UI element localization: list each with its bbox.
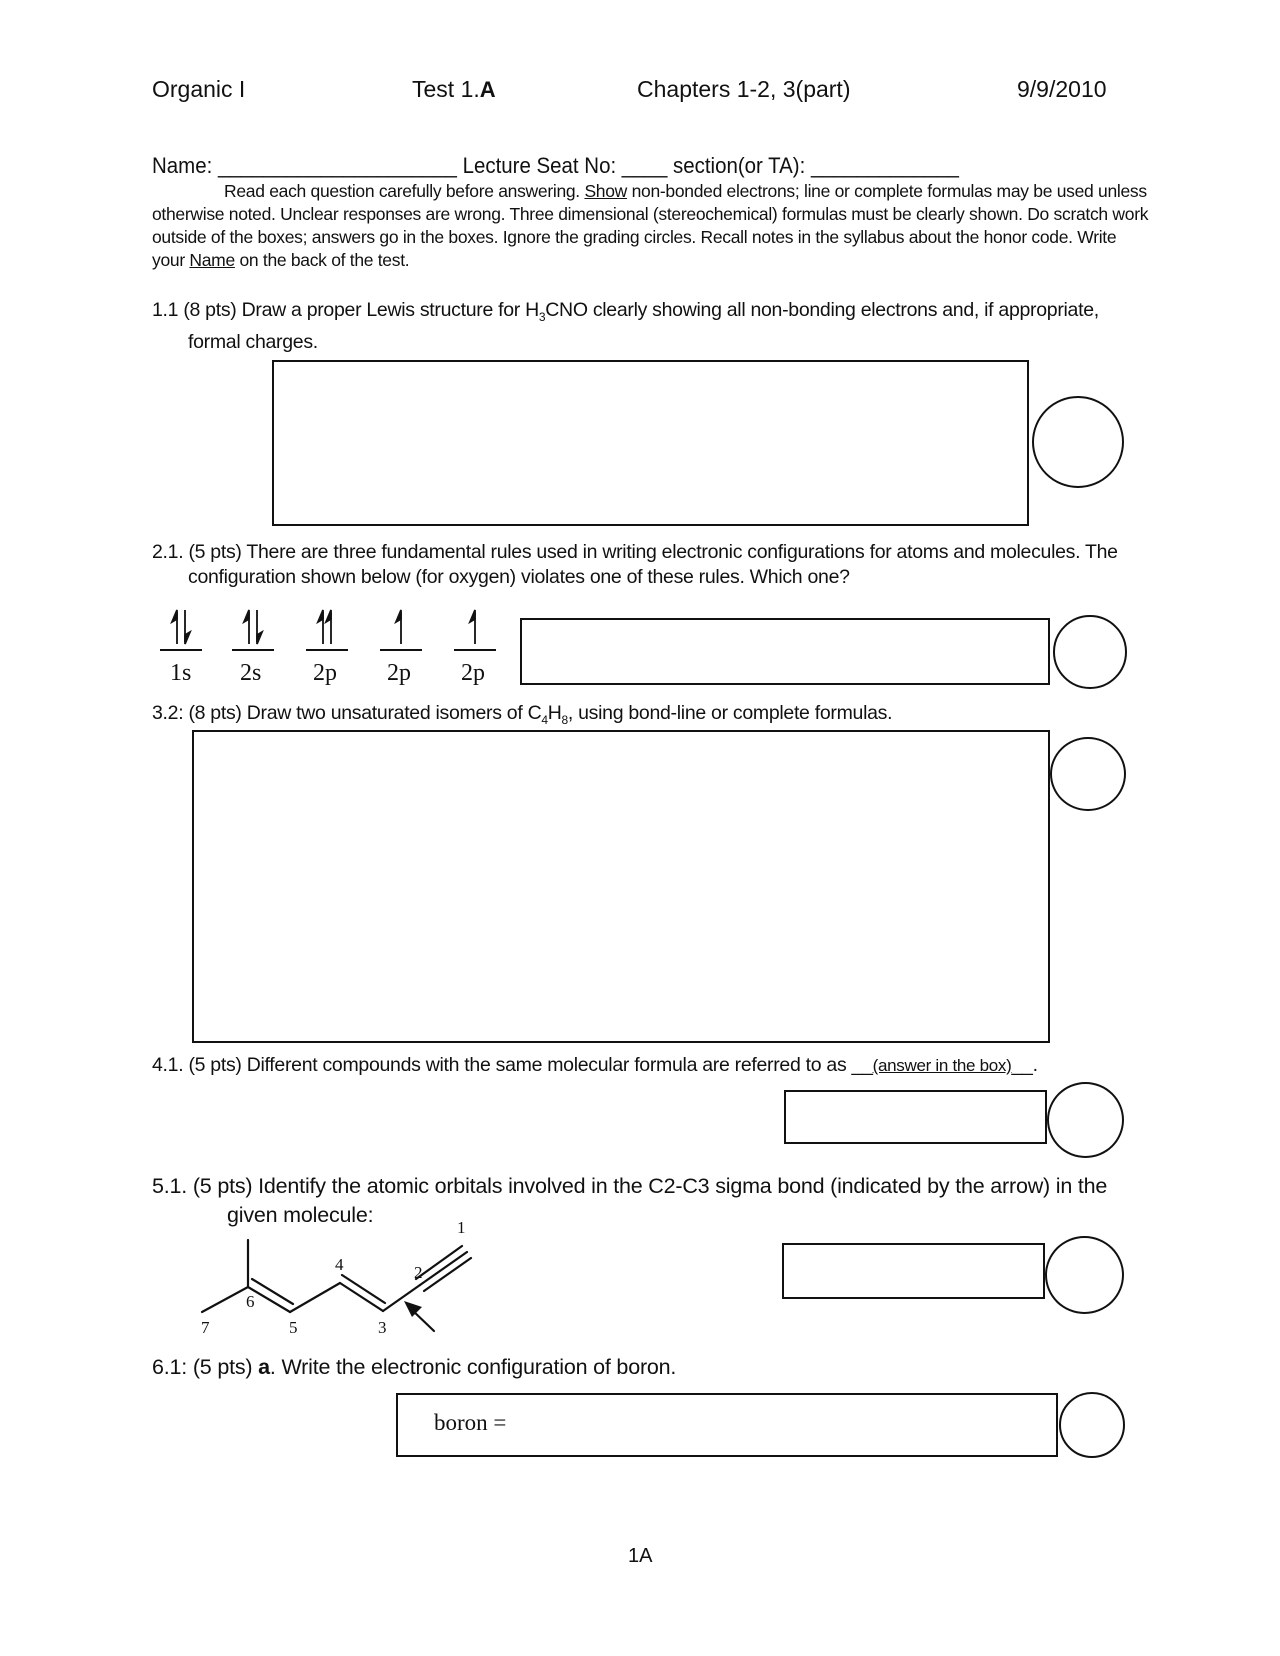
grading-circle-5-1 bbox=[1045, 1236, 1124, 1314]
instructions-name: Name bbox=[189, 250, 235, 270]
question-2-1 bbox=[152, 540, 1152, 590]
atom-label-7: 7 bbox=[201, 1318, 210, 1337]
grading-circle-2-1 bbox=[1053, 615, 1127, 689]
electrons-2p-3 bbox=[470, 610, 475, 644]
q4-text-pre: 4.1. (5 pts) Different compounds with the same molecular formula are referred to as __ bbox=[152, 1054, 873, 1076]
q1-text-pre: 1.1 (8 pts) Draw a proper Lewis structure for H bbox=[152, 299, 539, 321]
question-3-2 bbox=[152, 701, 1152, 733]
atom-label-5: 5 bbox=[289, 1318, 298, 1337]
orbital-label-2s: 2s bbox=[240, 660, 262, 686]
atom-label-1: 1 bbox=[457, 1218, 466, 1237]
answer-box-5-1[interactable] bbox=[782, 1243, 1045, 1299]
q1-text-post: CNO clearly showing all non-bonding electrons and, if appropriate, bbox=[545, 299, 1099, 321]
question-5-1 bbox=[152, 1172, 1152, 1230]
q2-line1: 2.1. (5 pts) There are three fundamental rules used in writing electronic configurations for atoms and molecules. The bbox=[152, 541, 1118, 563]
atom-label-4: 4 bbox=[335, 1255, 344, 1274]
instructions-show: Show bbox=[584, 181, 628, 201]
q3-sub2: 8 bbox=[561, 712, 568, 727]
electrons-2s bbox=[244, 610, 262, 644]
q1-sub: 3 bbox=[538, 309, 546, 324]
q6-text-post: . Write the electronic configuration of boron. bbox=[269, 1355, 677, 1379]
answer-box-3-2[interactable] bbox=[192, 730, 1050, 1043]
orbital-label-1s: 1s bbox=[170, 660, 192, 686]
orbital-diagram bbox=[150, 600, 510, 660]
q3-sub1: 4 bbox=[541, 712, 548, 727]
q3-text-post: , using bond-line or complete formulas. bbox=[567, 702, 893, 724]
bond-c2-c1-a bbox=[420, 1252, 467, 1285]
bond-c5-c4 bbox=[290, 1283, 340, 1312]
test-version: A bbox=[479, 77, 496, 102]
question-4-1 bbox=[152, 1053, 1152, 1078]
arrow-head-icon bbox=[404, 1301, 422, 1317]
grading-circle-4-1 bbox=[1047, 1082, 1124, 1158]
instructions-part3: on the back of the test. bbox=[234, 250, 410, 270]
answer-box-4-1[interactable] bbox=[784, 1090, 1047, 1144]
instructions-part1: Read each question carefully before answering. bbox=[224, 181, 585, 201]
atom-label-3: 3 bbox=[378, 1318, 387, 1337]
q3-text-mid: H bbox=[547, 702, 562, 724]
bond-c2-c1-c bbox=[424, 1258, 471, 1291]
test-title bbox=[412, 76, 496, 103]
test-label: Test 1. bbox=[412, 76, 480, 102]
instructions-part2: non-bonded electrons; line or complete formulas may be used unless otherwise noted. Unclear responses are wrong. Three dimensional (stereochemical) formulas must be clearly shown. Do scratch work outside of the boxes; answers go in the boxes. Ignore the grading circles. Recall notes in the syllabus about the honor code. Write your bbox=[152, 181, 1149, 270]
grading-circle-1-1 bbox=[1032, 396, 1124, 488]
bond-c6-c5-second bbox=[252, 1279, 293, 1304]
chapters-label: Chapters 1-2, 3(part) bbox=[637, 76, 851, 102]
q1-continuation: formal charges. bbox=[188, 330, 318, 353]
grading-circle-3-2 bbox=[1050, 737, 1126, 811]
bond-c7-c6 bbox=[202, 1287, 248, 1312]
question-6-1 bbox=[152, 1355, 1152, 1380]
atom-label-2: 2 bbox=[414, 1263, 423, 1282]
molecule-structure bbox=[190, 1225, 490, 1345]
question-1-1 bbox=[152, 298, 1152, 355]
bond-c2-c1-b bbox=[416, 1246, 462, 1279]
q2-line2: configuration shown below (for oxygen) violates one of these rules. Which one? bbox=[188, 566, 850, 588]
test-date: 9/9/2010 bbox=[1017, 76, 1107, 102]
answer-box-2-1[interactable] bbox=[520, 618, 1050, 685]
orbital-label-2p-3: 2p bbox=[461, 660, 485, 686]
electrons-2p-2 bbox=[396, 610, 401, 644]
atom-label-6: 6 bbox=[246, 1292, 255, 1311]
instructions bbox=[152, 180, 1152, 272]
course-title: Organic I bbox=[152, 76, 246, 102]
q4-text-post: __. bbox=[1011, 1054, 1038, 1076]
q6-part-letter: a bbox=[258, 1355, 270, 1379]
q6-text-pre: 6.1: (5 pts) bbox=[152, 1355, 259, 1379]
name-line: Name: _____________________ Lecture Seat No: ____ section(or TA): _____________ bbox=[152, 153, 959, 178]
orbital-label-2p-1: 2p bbox=[313, 660, 337, 686]
orbital-label-2p-2: 2p bbox=[387, 660, 411, 686]
electrons-1s bbox=[172, 610, 190, 644]
q4-answer-hint: (answer in the box) bbox=[872, 1056, 1012, 1075]
q3-text-pre: 3.2: (8 pts) Draw two unsaturated isomers of C bbox=[152, 702, 542, 724]
grading-circle-6-1 bbox=[1059, 1392, 1125, 1458]
q5-line1: 5.1. (5 pts) Identify the atomic orbitals involved in the C2-C3 sigma bond (indicated by the arrow) in the bbox=[152, 1174, 1108, 1198]
boron-label: boron = bbox=[434, 1410, 507, 1435]
electrons-2p-1 bbox=[318, 610, 331, 644]
answer-box-1-1[interactable] bbox=[272, 360, 1029, 526]
q5-line2: given molecule: bbox=[227, 1203, 374, 1227]
page-number: 1A bbox=[628, 1545, 653, 1567]
